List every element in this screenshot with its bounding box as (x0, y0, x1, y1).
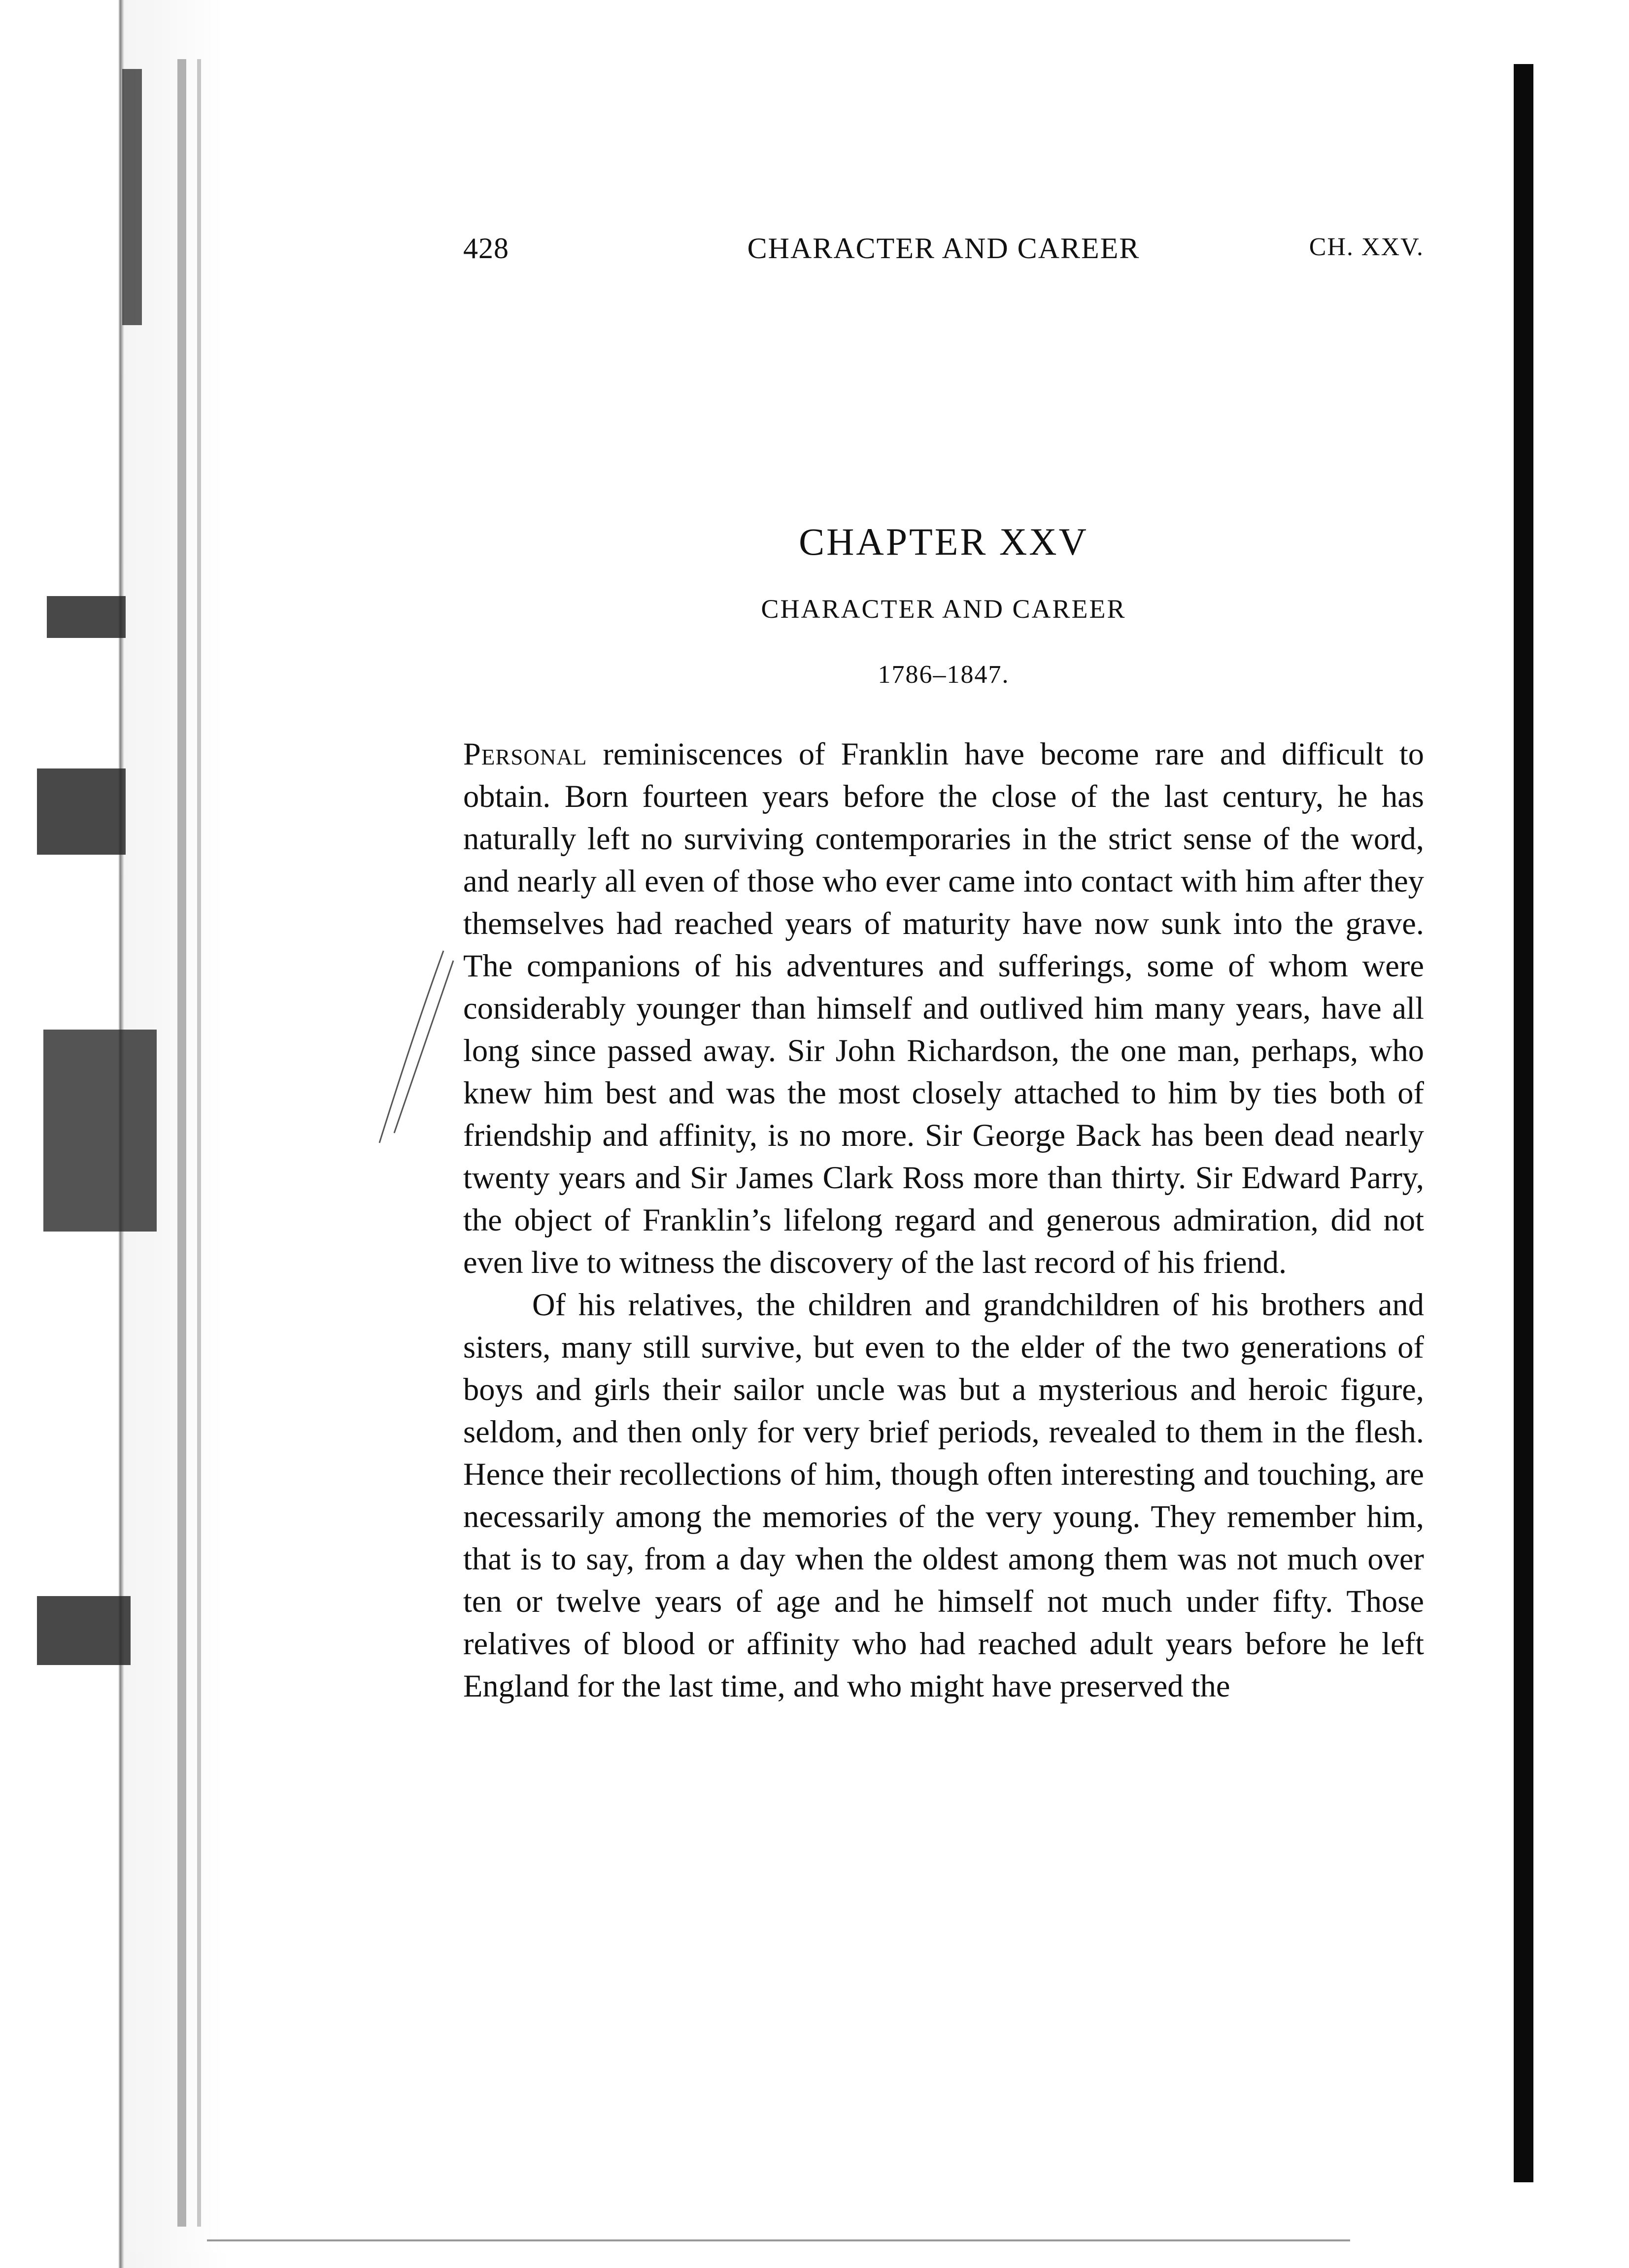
scan-right-edge (1514, 64, 1533, 2182)
scan-artifact (197, 59, 201, 2227)
scan-artifact (37, 1596, 131, 1665)
scan-artifact (177, 59, 186, 2227)
scan-artifact (37, 768, 126, 855)
body-text (463, 733, 1424, 1707)
pencil-margin-mark (360, 946, 458, 1153)
running-head-title: CHARACTER AND CAREER (747, 232, 1140, 265)
scan-binding-shadow (0, 0, 232, 2268)
running-head (463, 232, 1424, 276)
chapter-subtitle: CHARACTER AND CAREER (761, 594, 1126, 624)
scan-bottom-edge (207, 2239, 1350, 2241)
page-number: 428 (463, 232, 509, 265)
paragraph-text: reminiscences of Franklin have become rare and difficult to obtain. Born fourteen years before the close of the last century, he has naturally left no surviving contemporaries in the strict sense of the word, and nearly all even of those who ever came into contact with him after they themselves had reached years of maturity have now sunk into the grave. The companions of his adventures and sufferings, some of whom were considerably younger than himself and outlived him many years, have all long since passed away. Sir John Richardson, the one man, perhaps, who knew him best and was the most closely attached to him by ties both of friendship and affinity, is no more. Sir George Back has been dead nearly twenty years and Sir James Clark Ross more than thirty. Sir Edward Parry, the object of Franklin’s lifelong regard and generous admiration, did not even live to witness the discovery of the last record of his friend. (463, 736, 1424, 1280)
scan-artifact (43, 1030, 157, 1232)
paragraph (463, 733, 1424, 1284)
paragraph-text: Of his relatives, the children and grandchildren of his brothers and sisters, many still survive, but even to the elder of the two generations of boys and girls their sailor uncle was but a mysterious and heroic figure, seldom, and then only for very brief periods, revealed to them in the flesh. Hence their recollections of him, though often interesting and touching, are necessarily among the memories of the very young. They remember him, that is to say, from a day when the oldest among them was not much over ten or twelve years of age and he himself not much under fifty. Those relatives of blood or affinity who had reached adult years before he left England for the last time, and who might have preserved the (463, 1287, 1424, 1703)
paragraph-lead-word: Personal (463, 736, 587, 771)
scan-artifact (122, 69, 142, 325)
running-head-chapter: CH. XXV. (1309, 233, 1424, 261)
paragraph (463, 1284, 1424, 1707)
scan-artifact (47, 596, 126, 638)
chapter-dates: 1786–1847. (878, 661, 1010, 689)
chapter-heading: CHAPTER XXV (799, 520, 1088, 563)
